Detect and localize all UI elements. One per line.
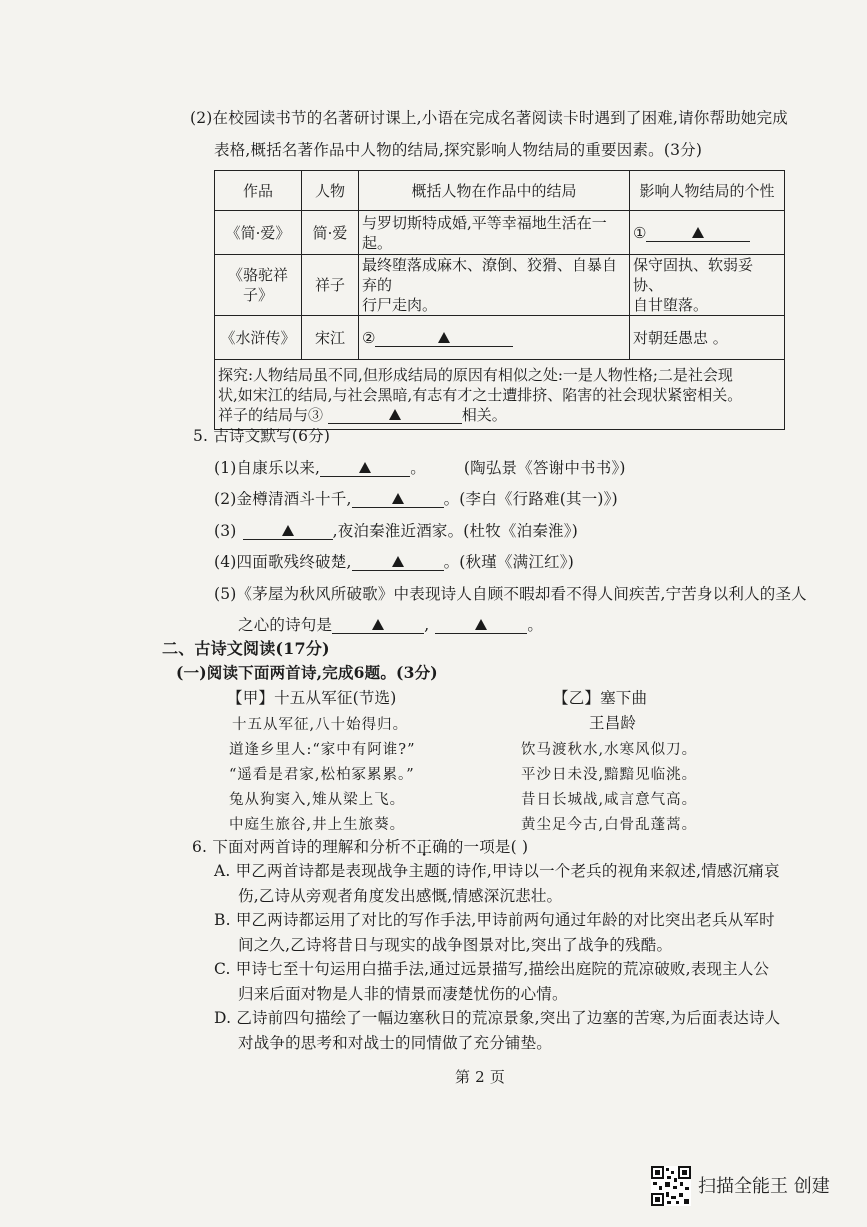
table-row bbox=[215, 316, 785, 360]
q5-text: 之心的诗句是 bbox=[238, 616, 333, 634]
answer-blank[interactable] bbox=[332, 615, 424, 634]
poem-yi-line: 饮马渡秋水,水寒风似刀。 bbox=[521, 742, 698, 758]
triangle-icon bbox=[282, 525, 294, 536]
poem-jia-line: “遥看是君家,松柏冢累累。” bbox=[229, 767, 415, 783]
q5-text: (3) bbox=[214, 522, 237, 540]
cell-trait: 对朝廷愚忠 。 bbox=[630, 316, 785, 360]
cell-person: 简·爱 bbox=[302, 211, 359, 255]
q5-item-1 bbox=[214, 458, 626, 478]
answer-blank[interactable] bbox=[435, 615, 527, 634]
answer-blank[interactable] bbox=[352, 489, 444, 508]
q6-option-c-line1[interactable]: C. 甲诗七至十句运用白描手法,通过远景描写,描绘出庭院的荒凉破败,表现主人公 bbox=[214, 960, 770, 978]
ending-line: 最终堕落成麻木、潦倒、狡猾、自暴自弃的 bbox=[362, 256, 618, 294]
poem-jia-line: 道逢乡里人:“家中有阿谁?” bbox=[229, 742, 416, 758]
q6-option-a-line1[interactable]: A. 甲乙两首诗都是表现战争主题的诗作,甲诗以一个老兵的视角来叙述,情感沉痛哀 bbox=[214, 862, 780, 880]
poem-yi-author: 王昌龄 bbox=[589, 714, 637, 732]
answer-blank-1[interactable] bbox=[646, 223, 750, 242]
answer-blank[interactable] bbox=[320, 458, 410, 477]
section-2-sub: (一)阅读下面两首诗,完成6题。(3分) bbox=[176, 663, 438, 682]
q6-option-b-line2: 间之久,乙诗将昔日与现实的战争图景对比,突出了战争的残酷。 bbox=[238, 936, 673, 954]
explore-line: 状,如宋江的结局,与社会黑暗,有志有才之士遭排挤、陷害的社会现状紧密相关。 bbox=[218, 385, 743, 404]
trait-line: 保守固执、软弱妥协、 bbox=[633, 256, 754, 294]
table-row-explore bbox=[215, 360, 785, 430]
section-2-title: 二、古诗文阅读(17分) bbox=[162, 639, 330, 658]
cell-person: 宋江 bbox=[302, 316, 359, 360]
ending-line: 行尸走肉。 bbox=[362, 296, 438, 314]
table-row bbox=[215, 211, 785, 255]
q6-option-c-line2: 归来后面对物是人非的情景而凄楚忧伤的心情。 bbox=[238, 985, 568, 1003]
page-number: 第 2 页 bbox=[455, 1068, 506, 1086]
cell-trait bbox=[630, 255, 785, 316]
q6-option-d-line1[interactable]: D. 乙诗前四句描绘了一幅边塞秋日的荒凉景象,突出了边塞的苦寒,为后面表达诗人 bbox=[214, 1009, 781, 1027]
cell-explore bbox=[215, 360, 785, 430]
character-table bbox=[214, 170, 785, 430]
q6-option-d-line2: 对战争的思考和对战士的同情做了充分铺垫。 bbox=[238, 1034, 553, 1052]
q5-text: (2)金樽清酒斗十千, bbox=[214, 490, 352, 508]
answer-blank-3[interactable] bbox=[328, 405, 462, 424]
q6-stem bbox=[192, 837, 528, 857]
q5-item-5-line2 bbox=[238, 615, 543, 635]
blank-marker-2: ② bbox=[362, 328, 376, 347]
cell-work: 《骆驼祥子》 bbox=[215, 255, 302, 316]
cell-ending bbox=[359, 316, 630, 360]
cell-ending: 与罗切斯特成婚,平等幸福地生活在一起。 bbox=[359, 211, 630, 255]
poem-yi-title: 【乙】塞下曲 bbox=[553, 689, 648, 707]
cell-person: 祥子 bbox=[302, 255, 359, 316]
answer-blank-2[interactable] bbox=[375, 328, 513, 347]
q5-text: (1)自康乐以来, bbox=[214, 459, 321, 477]
q5-item-5-line1: (5)《茅屋为秋风所破歌》中表现诗人自顾不暇却看不得人间疾苦,宁苦身以利人的圣人 bbox=[214, 585, 807, 603]
scanner-watermark: 扫描全能王 创建 bbox=[698, 1176, 830, 1197]
q5-item-3 bbox=[214, 521, 578, 541]
table-row bbox=[215, 255, 785, 316]
triangle-icon bbox=[692, 227, 704, 238]
poem-jia-title: 【甲】十五从军征(节选) bbox=[227, 689, 397, 707]
q6-option-b-line1[interactable]: B. 甲乙两诗都运用了对比的写作手法,甲诗前两句通过年龄的对比突出老兵从军时 bbox=[214, 911, 775, 929]
cell-work: 《水浒传》 bbox=[215, 316, 302, 360]
q6-option-a-line2: 伤,乙诗从旁观者角度发出感慨,情感深沉悲壮。 bbox=[238, 887, 563, 905]
explore-text: 祥子的结局与③ bbox=[218, 405, 324, 424]
q5-title: 5. 古诗文默写(6分) bbox=[193, 427, 331, 445]
explore-text: 相关。 bbox=[461, 405, 507, 424]
poem-yi-line: 昔日长城战,咸言意气高。 bbox=[521, 792, 698, 808]
q6-emphasis: 不正确 bbox=[400, 838, 448, 856]
explore-line bbox=[218, 405, 781, 425]
cell-trait bbox=[630, 211, 785, 255]
poem-jia-line: 中庭生旅谷,井上生旅葵。 bbox=[229, 817, 406, 833]
q5-text: 。 bbox=[527, 616, 544, 634]
q5-text: 。(秋瑾《满江红》) bbox=[443, 553, 574, 571]
q5-item-4 bbox=[214, 552, 574, 572]
poem-jia-line: 兔从狗窦入,雉从梁上飞。 bbox=[229, 792, 406, 808]
trait-line: 自甘堕落。 bbox=[633, 296, 709, 314]
table-header: 作品 bbox=[215, 171, 302, 211]
triangle-icon bbox=[359, 462, 371, 473]
cell-ending bbox=[359, 255, 630, 316]
triangle-icon bbox=[392, 493, 404, 504]
q4-2-line2: 表格,概括名著作品中人物的结局,探究影响人物结局的重要因素。(3分) bbox=[214, 141, 703, 159]
q5-text: 。 bbox=[410, 459, 426, 477]
blank-marker-1: ① bbox=[633, 223, 647, 242]
poem-yi-line: 平沙日未没,黯黯见临洮。 bbox=[521, 767, 698, 783]
explore-line: 探究:人物结局虽不同,但形成结局的原因有相似之处:一是人物性格;二是社会现 bbox=[218, 365, 733, 384]
q6-text: 的一项是( ) bbox=[447, 838, 529, 856]
poem-jia-line: 十五从军征,八十始得归。 bbox=[232, 717, 409, 733]
triangle-icon bbox=[475, 619, 487, 630]
q6-text: 6. 下面对两首诗的理解和分析 bbox=[192, 838, 401, 856]
answer-blank[interactable] bbox=[243, 521, 333, 540]
q5-text: (4)四面歌残终破楚, bbox=[214, 553, 352, 571]
poem-yi-line: 黄尘足今古,白骨乱蓬蒿。 bbox=[521, 817, 698, 833]
table-header: 人物 bbox=[302, 171, 359, 211]
q5-text: , bbox=[424, 616, 430, 634]
triangle-icon bbox=[372, 619, 384, 630]
q5-text: 。(李白《行路难(其一)》) bbox=[443, 490, 618, 508]
q4-2-line1: (2)在校园读书节的名著研讨课上,小语在完成名著阅读卡时遇到了困难,请你帮助她完成 bbox=[190, 109, 789, 127]
triangle-icon bbox=[438, 332, 450, 343]
q5-source: (陶弘景《答谢中书书》) bbox=[463, 459, 626, 477]
table-header: 影响人物结局的个性 bbox=[630, 171, 785, 211]
q5-text: ,夜泊秦淮近酒家。(杜牧《泊秦淮》) bbox=[332, 522, 578, 540]
triangle-icon bbox=[392, 556, 404, 567]
table-header-row bbox=[215, 171, 785, 211]
answer-blank[interactable] bbox=[352, 552, 444, 571]
cell-work: 《简·爱》 bbox=[215, 211, 302, 255]
triangle-icon bbox=[389, 409, 401, 420]
qr-code-icon bbox=[651, 1166, 691, 1206]
table-header: 概括人物在作品中的结局 bbox=[359, 171, 630, 211]
q5-item-2 bbox=[214, 489, 618, 509]
